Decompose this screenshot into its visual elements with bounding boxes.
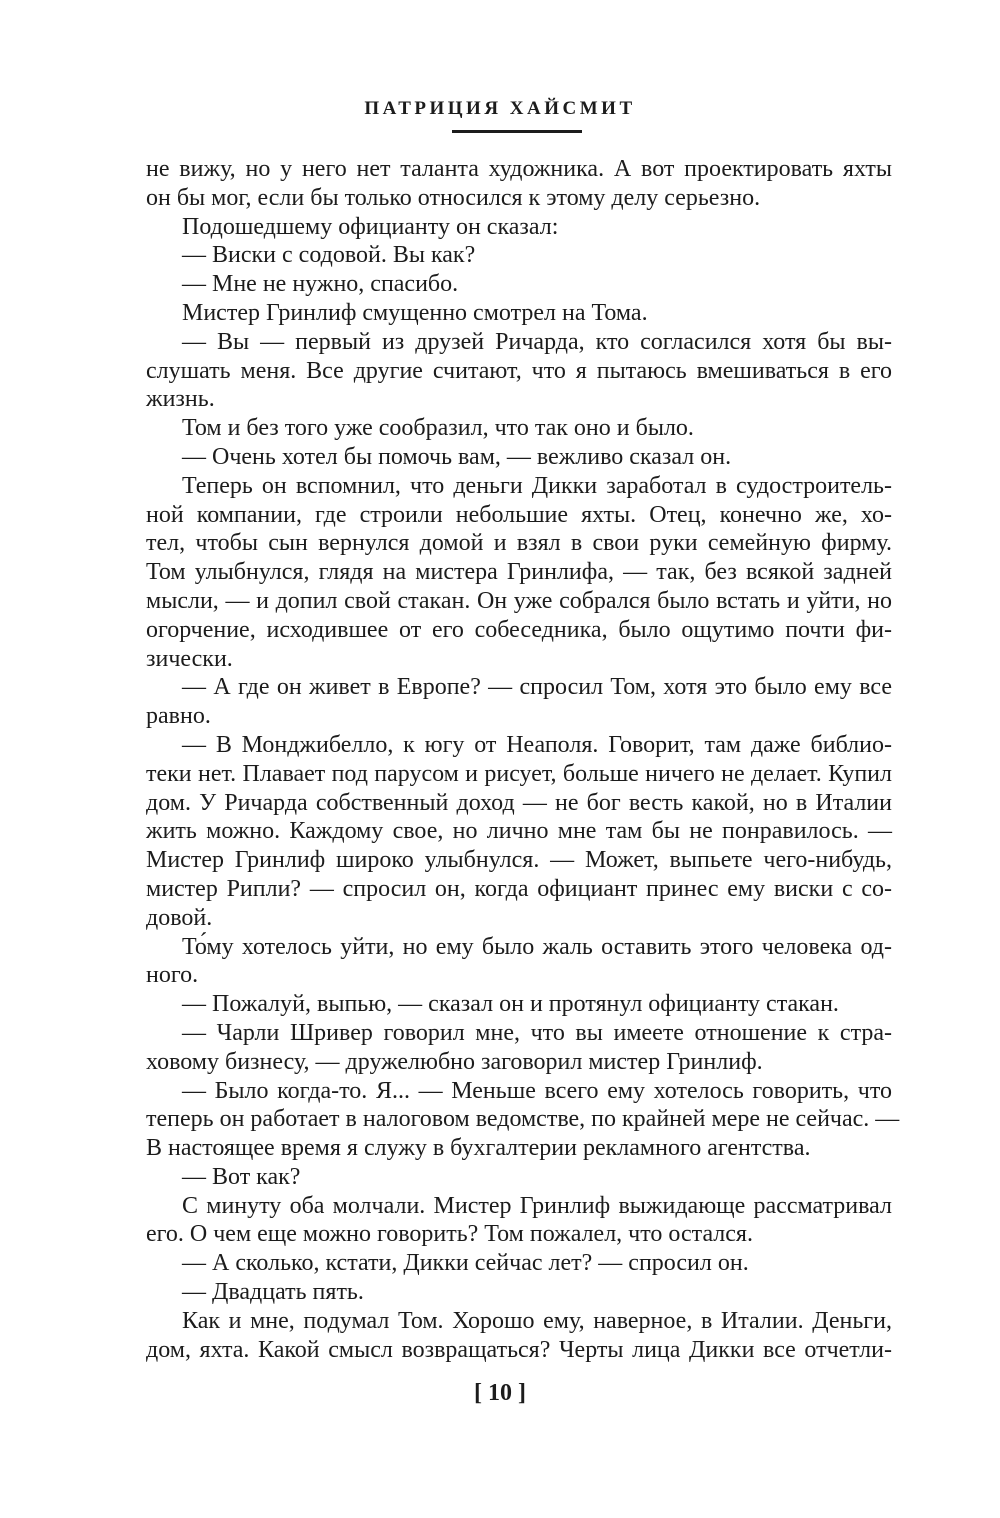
text-line: — Двадцать пять.: [182, 1279, 364, 1306]
text-line: — В Монджибелло, к югу от Неаполя. Говорит, там даже библио-: [182, 731, 892, 758]
text-line: ховому бизнесу, — дружелюбно заговорил мистер Гринлиф.: [146, 1048, 763, 1075]
text-line: В настоящее время я служу в бухгалтерии рекламного агентства.: [146, 1135, 811, 1162]
text-line: ной компании, где строили небольшие яхты. Отец, конечно же, хо-: [146, 501, 892, 528]
text-line: — Виски с содовой. Вы как?: [182, 242, 476, 269]
text-line: жизнь.: [146, 386, 215, 413]
text-line: равно.: [146, 703, 211, 730]
text-line: Теперь он вспомнил, что деньги Дикки заработал в судостроитель-: [182, 472, 892, 499]
text-line: — Вы — первый из друзей Ричарда, кто согласился хотя бы вы-: [182, 328, 892, 355]
text-line: теперь он работает в налоговом ведомстве, по крайней мере не сейчас. —: [146, 1106, 900, 1133]
header-rule: [452, 130, 582, 133]
text-line: слушать меня. Все другие считают, что я пытаюсь вмешиваться в его: [146, 357, 892, 384]
text-line: — Мне не нужно, спасибо.: [182, 271, 459, 298]
text-line: мистер Рипли? — спросил он, когда официант принес ему виски с со-: [146, 875, 892, 902]
text-line: довой.: [146, 904, 213, 931]
text-line: — Чарли Шривер говорил мне, что вы имеете отношение к стра-: [182, 1019, 892, 1046]
text-line: теки нет. Плавает под парусом и рисует, больше ничего не делает. Купил: [146, 760, 892, 787]
text-line: дом. У Ричарда собственный доход — не бог весть какой, но в Италии: [146, 789, 892, 816]
text-line: Том улыбнулся, глядя на мистера Гринлифа, — так, без всякой задней: [146, 559, 892, 586]
text-line: — Было когда-то. Я... — Меньше всего ему хотелось говорить, что: [182, 1077, 892, 1104]
page-number: [ 10 ]: [474, 1380, 526, 1406]
text-line: — А сколько, кстати, Дикки сейчас лет? — спросил он.: [182, 1250, 749, 1277]
text-line: мысли, — и допил свой стакан. Он уже собрался было встать и уйти, но: [146, 587, 892, 614]
body-text: [146, 155, 900, 1364]
text-line: зически.: [146, 645, 233, 672]
running-head: ПАТРИЦИЯ ХАЙСМИТ: [364, 98, 636, 119]
text-line: он бы мог, если бы только относился к этому делу серьезно.: [146, 184, 761, 211]
text-line: жить можно. Каждому свое, но лично мне там бы не понравилось. —: [146, 818, 892, 845]
text-line: С минуту оба молчали. Мистер Гринлиф выжидающе рассматривал: [182, 1192, 892, 1219]
text-line: Подошедшему официанту он сказал:: [182, 213, 559, 240]
text-line: Мистер Гринлиф смущенно смотрел на Тома.: [182, 299, 648, 326]
text-line: не вижу, но у него нет таланта художника. А вот проектировать яхты: [146, 156, 892, 182]
text-line: То́му хотелось уйти, но ему было жаль оставить этого человека од-: [182, 933, 892, 960]
text-line: — Очень хотел бы помочь вам, — вежливо сказал он.: [182, 443, 732, 470]
text-line: огорчение, исходившее от его собеседника, было ощутимо почти фи-: [146, 616, 892, 643]
text-line: Том и без того уже сообразил, что так оно и было.: [182, 415, 694, 442]
text-line: дом, яхта. Какой смысл возвращаться? Черты лица Дикки все отчетли-: [146, 1336, 892, 1363]
text-line: Мистер Гринлиф широко улыбнулся. — Может, выпьете чего-нибудь,: [146, 847, 892, 874]
text-line: — Вот как?: [182, 1163, 301, 1190]
text-line: ного.: [146, 962, 199, 989]
text-line: — А где он живет в Европе? — спросил Том, хотя это было ему все: [182, 674, 892, 701]
text-line: Как и мне, подумал Том. Хорошо ему, наверное, в Италии. Деньги,: [182, 1307, 892, 1334]
text-line: — Пожалуй, выпью, — сказал он и протянул официанту стакан.: [182, 991, 839, 1018]
text-line: тел, чтобы сын вернулся домой и взял в свои руки семейную фирму.: [146, 530, 892, 557]
text-line: его. О чем еще можно говорить? Том пожалел, что остался.: [146, 1221, 753, 1248]
